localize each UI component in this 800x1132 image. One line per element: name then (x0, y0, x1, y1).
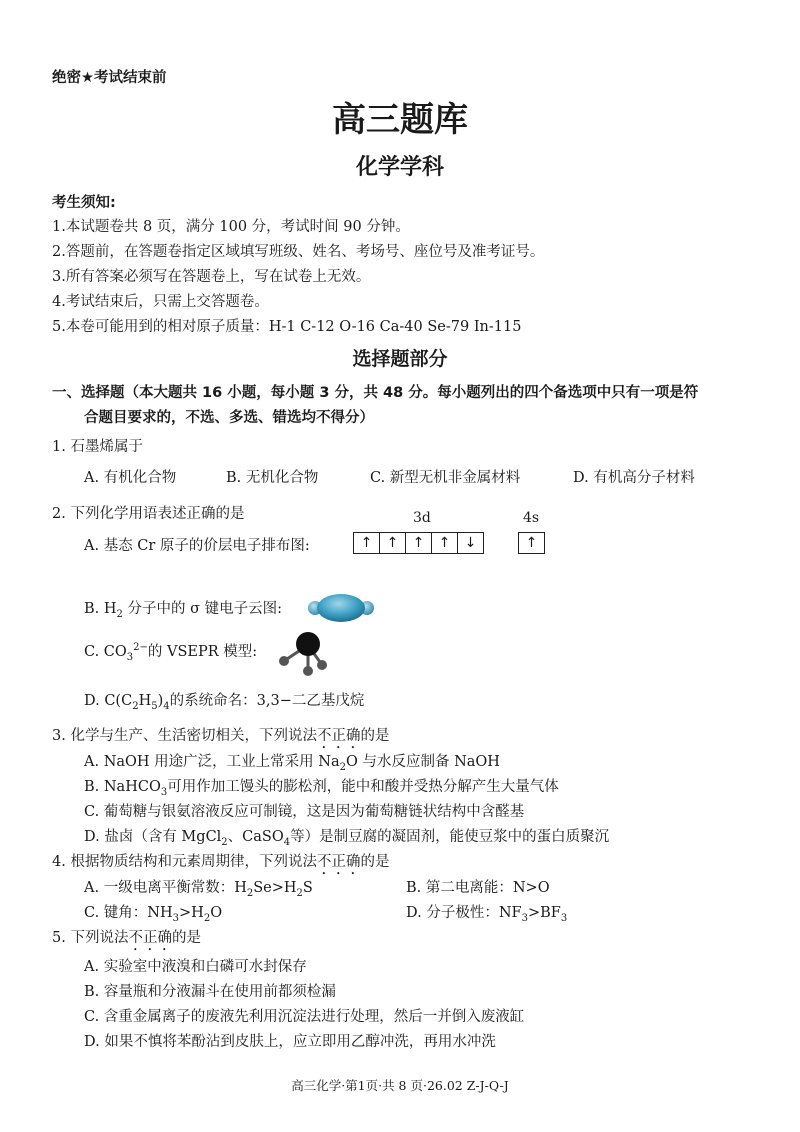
notice-item: 1.本试题卷共 8 页，满分 100 分，考试时间 90 分钟。 (52, 219, 410, 235)
part-instructions-line1: 一、选择题（本大题共 16 小题，每小题 3 分，共 48 分。每小题列出的四个备选项中只有一项是符 (52, 385, 699, 401)
question-3-option-a: A. NaOH 用途广泛，工业上常采用 $Na_2O$ 与水反应制备 NaOH (84, 754, 500, 773)
section-title: 选择题部分 (352, 348, 448, 370)
question-4-option-c: C. 键角：$NH_3>H_2O$ (84, 905, 223, 924)
question-4-stem: 4. 根据物质结构和元素周期律，下列说法不正确的是 (52, 854, 390, 870)
orbital-box: ↑ (405, 532, 432, 554)
orbital-box: ↑ (518, 532, 545, 554)
orbital-box: ↑ (379, 532, 406, 554)
orbital-diagram-4s (518, 532, 544, 554)
question-5-option-c: C. 含重金属离子的废液先利用沉淀法进行处理，然后一并倒入废液缸 (84, 1009, 525, 1025)
notice-item: 5.本卷可能用到的相对原子质量：H-1 C-12 O-16 Ca-40 Se-79 In-115 (52, 319, 522, 335)
question-2-option-b: B. $H_2$ 分子中的 σ 键电子云图: (84, 601, 283, 620)
sigma-electron-cloud (317, 594, 365, 622)
sigma-bond-cloud-diagram (305, 591, 377, 625)
orbital-diagram-3d (353, 532, 483, 554)
orbital-label-4s: 4s (523, 510, 540, 526)
question-2-option-c: C. $CO_3^{2-}$的 VSEPR 模型: (84, 642, 258, 663)
question-1-option-d: D. 有机高分子材料 (573, 470, 695, 486)
orbital-box: ↑ (431, 532, 458, 554)
carbon-atom (296, 632, 320, 656)
question-5-option-a: A. 实验室中液溴和白磷可水封保存 (84, 959, 307, 975)
orbital-label-3d: 3d (413, 510, 431, 526)
orbital-box: ↑ (353, 532, 380, 554)
question-4-option-a: A. 一级电离平衡常数：$H_2Se>H_2S$ (84, 880, 313, 899)
question-5-stem: 5. 下列说法不正确的是 (52, 930, 201, 946)
notice-item: 3.所有答案必须写在答题卷上，写在试卷上无效。 (52, 269, 371, 285)
confidential-label: 绝密★考试结束前 (52, 70, 167, 86)
question-5-option-d: D. 如果不慎将苯酚沾到皮肤上，应立即用乙醇冲洗，再用水冲洗 (84, 1034, 496, 1050)
question-4-option-b: B. 第二电离能：N>O (406, 880, 550, 896)
oxygen-atom (279, 656, 289, 666)
part-instructions-line2: 合题目要求的，不选、多选、错选均不得分） (84, 410, 374, 426)
orbital-box: ↓ (457, 532, 484, 554)
notice-heading: 考生须知: (52, 195, 116, 211)
page-footer: 高三化学·第1页·共 8 页·26.02 Z-J-Q-J (291, 1078, 509, 1093)
question-1-stem: 1. 石墨烯属于 (52, 439, 143, 455)
question-2-stem: 2. 下列化学用语表述正确的是 (52, 506, 245, 522)
page-title: 高三题库 (332, 100, 468, 140)
question-1-option-a: A. 有机化合物 (84, 470, 177, 486)
question-2-option-d: D. $C(C_2H_5)_4$的系统命名：3,3−二乙基戊烷 (84, 693, 365, 712)
page-subtitle: 化学学科 (355, 155, 444, 180)
notice-item: 2.答题前，在答题卷指定区域填写班级、姓名、考场号、座位号及准考证号。 (52, 244, 545, 260)
question-3-option-b: B. NaHCO$_3$可用作加工馒头的膨松剂，能中和酸并受热分解产生大量气体 (84, 779, 559, 798)
oxygen-atom (317, 660, 327, 670)
question-3-option-d: D. 盐卤（含有 MgCl$_2$、CaSO$_4$等）是制豆腐的凝固剂，能使豆浆中的蛋白质聚沉 (84, 829, 610, 848)
vsepr-model-diagram (270, 627, 336, 677)
question-5-option-b: B. 容量瓶和分液漏斗在使用前都须检漏 (84, 984, 336, 1000)
question-2-option-a: A. 基态 Cr 原子的价层电子排布图: (84, 538, 310, 554)
question-1-option-c: C. 新型无机非金属材料 (370, 470, 521, 486)
notice-item: 4.考试结束后，只需上交答题卷。 (52, 294, 269, 310)
question-4-option-d: D. 分子极性：$NF_3>BF_3$ (406, 905, 568, 924)
oxygen-atom (303, 666, 313, 676)
question-3-stem: 3. 化学与生产、生活密切相关，下列说法不正确的是 (52, 728, 390, 744)
question-3-option-c: C. 葡萄糖与银氨溶液反应可制镜，这是因为葡萄糖链状结构中含醛基 (84, 804, 525, 820)
question-1-option-b: B. 无机化合物 (226, 470, 319, 486)
